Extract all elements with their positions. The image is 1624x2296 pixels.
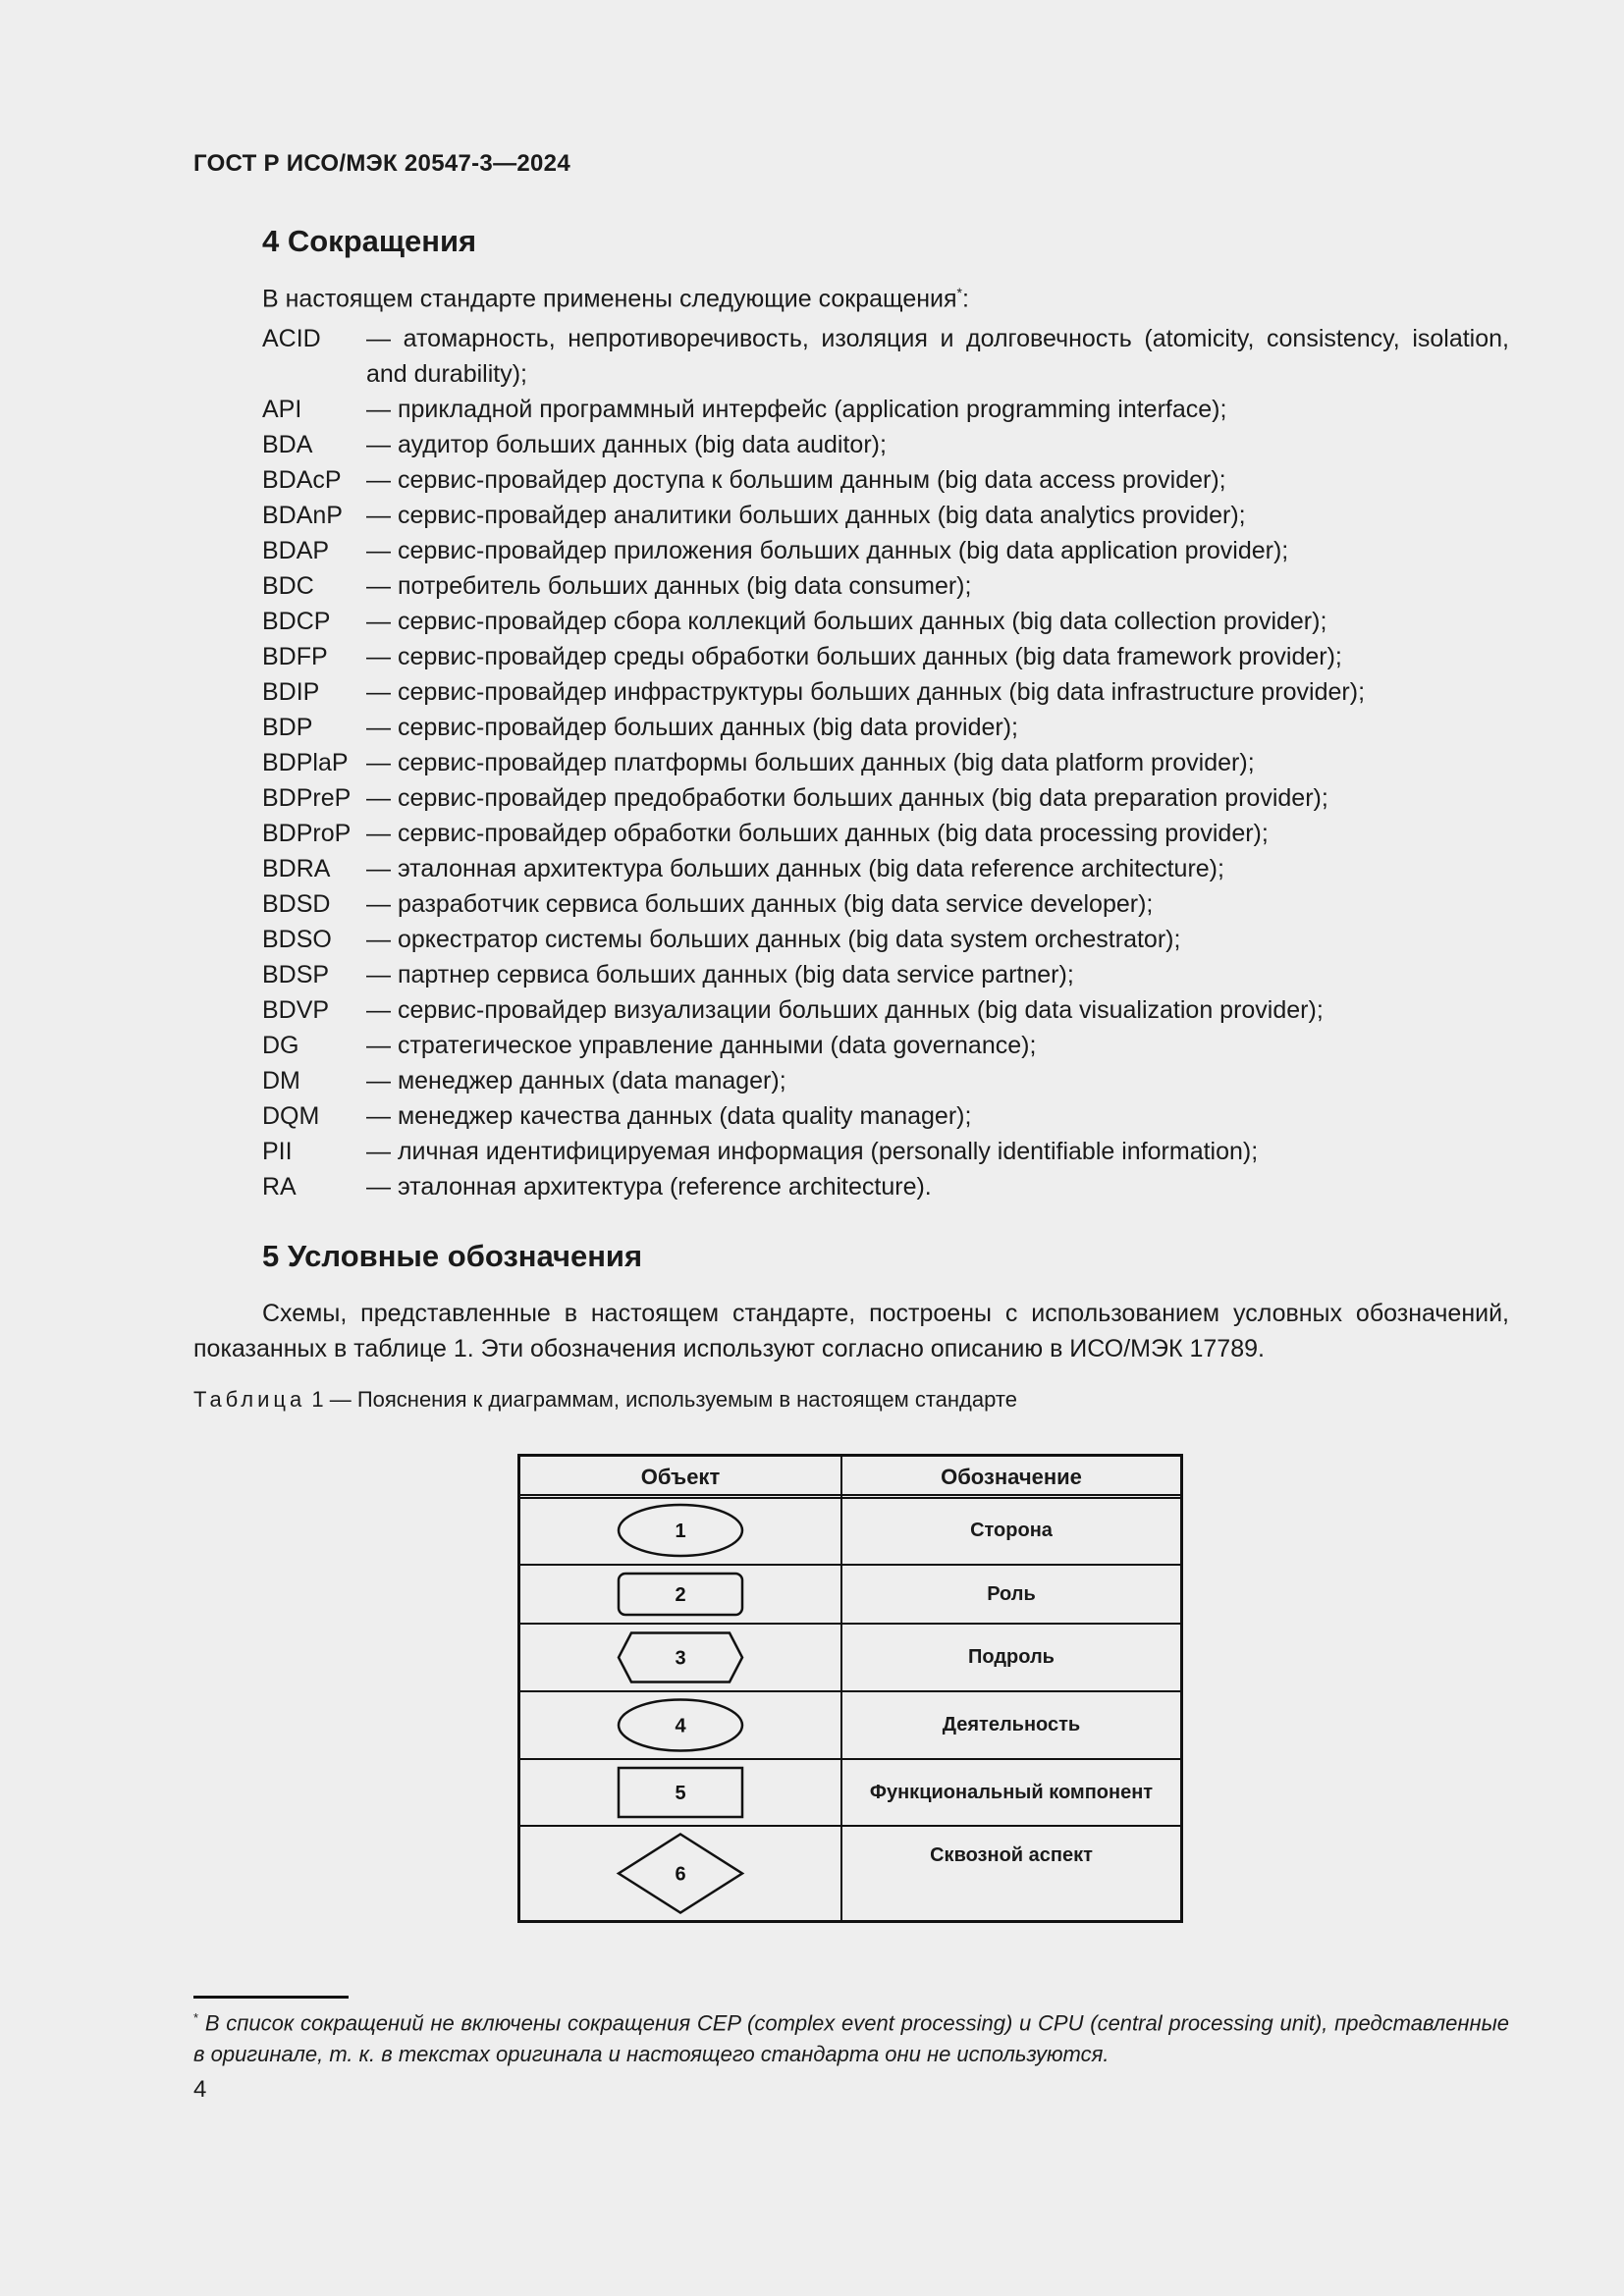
abbreviation-item [262, 957, 1509, 992]
symbol-cell [520, 1625, 840, 1690]
abbreviation-item [262, 321, 1509, 392]
table-caption-text: 1 — Пояснения к диаграммам, используемым в настоящем стандарте [305, 1387, 1017, 1412]
rect-symbol [520, 1760, 840, 1825]
abbreviation-item [262, 922, 1509, 957]
abbreviation-code: BDCP [262, 608, 331, 635]
ellipse-symbol [520, 1692, 840, 1758]
abbreviation-definition: — сервис-провайдер аналитики больших данных (big data analytics provider); [366, 502, 1246, 529]
abbreviation-definition: — атомарность, непротиворечивость, изоляция и долговечность (atomicity, consistency, isolation, and durability); [366, 325, 1509, 388]
table-caption [193, 1387, 1017, 1413]
section-5-paragraph: Схемы, представленные в настоящем стандарте, построены с использованием условных обозначений, показанных в таблице 1. Эти обозначения используют согласно описанию в ИСО/МЭК 17789. [193, 1300, 1509, 1362]
abbreviation-item [262, 568, 1509, 604]
footnote-ref-mark: * [956, 285, 962, 300]
table-header-meaning: Обозначение [941, 1465, 1082, 1489]
rounded-rect-symbol [520, 1566, 840, 1623]
footnote-rule [193, 1996, 349, 1999]
abbreviation-code: BDSD [262, 890, 331, 918]
diamond-symbol [520, 1827, 840, 1920]
abbreviation-definition: — сервис-провайдер инфраструктуры больших данных (big data infrastructure provider); [366, 678, 1366, 706]
abbreviation-definition: — потребитель больших данных (big data consumer); [366, 572, 972, 600]
abbreviation-definition: — аудитор больших данных (big data auditor); [366, 431, 887, 458]
abbreviation-item [262, 1134, 1509, 1169]
abbreviation-code: PII [262, 1138, 293, 1165]
abbreviation-definition: — разработчик сервиса больших данных (big data service developer); [366, 890, 1154, 918]
abbreviation-item [262, 1063, 1509, 1098]
abbreviation-code: BDFP [262, 643, 328, 670]
abbreviation-item [262, 498, 1509, 533]
symbol-cell [520, 1497, 840, 1564]
abbreviation-code: BDPlaP [262, 749, 349, 776]
abbreviation-code: BDIP [262, 678, 320, 706]
abbreviation-code: BDRA [262, 855, 331, 882]
symbol-cell [520, 1760, 840, 1825]
abbreviation-definition: — сервис-провайдер визуализации больших данных (big data visualization provider); [366, 996, 1324, 1024]
abbreviation-code: BDProP [262, 820, 352, 847]
intro-colon: : [962, 285, 969, 313]
abbreviation-item [262, 886, 1509, 922]
symbol-meaning: Роль [987, 1583, 1036, 1605]
abbreviation-item [262, 816, 1509, 851]
abbreviation-item [262, 745, 1509, 780]
symbol-cell [520, 1692, 840, 1758]
symbol-cell [520, 1566, 840, 1623]
abbreviation-item [262, 851, 1509, 886]
symbol-meaning: Функциональный компонент [869, 1782, 1154, 1803]
ellipse-symbol [520, 1497, 840, 1564]
abbreviation-code: BDPreP [262, 784, 352, 812]
symbols-table [517, 1454, 1183, 1923]
page-number: 4 [193, 2076, 207, 2103]
abbreviation-code: BDAP [262, 537, 330, 564]
abbreviation-definition: — сервис-провайдер платформы больших данных (big data platform provider); [366, 749, 1255, 776]
abbreviation-definition: — партнер сервиса больших данных (big data service partner); [366, 961, 1074, 988]
footnote-text: В список сокращений не включены сокращения CEP (complex event processing) и CPU (central processing unit), представленные в оригинале, т. к. в текстах оригинала и настоящего стандарта они не используются. [193, 2010, 1509, 2067]
symbol-number: 2 [675, 1584, 686, 1606]
abbreviation-code: BDAnP [262, 502, 343, 529]
symbol-meaning: Деятельность [942, 1714, 1081, 1735]
abbreviation-definition: — эталонная архитектура больших данных (big data reference architecture); [366, 855, 1224, 882]
abbreviation-definition: — сервис-провайдер предобработки больших данных (big data preparation provider); [366, 784, 1328, 812]
abbreviation-code: BDVP [262, 996, 330, 1024]
abbreviation-item [262, 1098, 1509, 1134]
abbreviation-definition: — менеджер качества данных (data quality manager); [366, 1102, 972, 1130]
abbreviation-item [262, 674, 1509, 710]
abbreviation-item [262, 392, 1509, 427]
symbol-number: 3 [675, 1647, 686, 1670]
abbreviation-definition: — стратегическое управление данными (data governance); [366, 1032, 1037, 1059]
abbreviations-intro [262, 285, 969, 313]
abbreviation-definition: — сервис-провайдер обработки больших данных (big data processing provider); [366, 820, 1269, 847]
abbreviation-definition: — менеджер данных (data manager); [366, 1067, 786, 1095]
abbreviation-definition: — личная идентифицируемая информация (personally identifiable information); [366, 1138, 1259, 1165]
abbreviation-code: BDA [262, 431, 313, 458]
abbreviation-definition: — прикладной программный интерфейс (application programming interface); [366, 396, 1227, 423]
table-caption-label: Таблица [193, 1387, 306, 1412]
abbreviation-item [262, 462, 1509, 498]
symbol-cell [520, 1827, 840, 1920]
abbreviation-code: BDSP [262, 961, 330, 988]
abbreviation-code: DQM [262, 1102, 320, 1130]
abbreviation-item [262, 1028, 1509, 1063]
symbol-number: 1 [675, 1521, 686, 1542]
abbreviation-item [262, 639, 1509, 674]
abbreviation-code: ACID [262, 325, 321, 352]
hexagon-symbol [520, 1625, 840, 1690]
abbreviation-definition: — сервис-провайдер сбора коллекций больших данных (big data collection provider); [366, 608, 1327, 635]
abbreviation-code: BDC [262, 572, 314, 600]
abbreviation-definition: — оркестратор системы больших данных (big data system orchestrator); [366, 926, 1181, 953]
abbreviation-item [262, 604, 1509, 639]
abbreviation-item [262, 427, 1509, 462]
abbreviation-definition: — эталонная архитектура (reference architecture). [366, 1173, 932, 1201]
abbreviation-item [262, 992, 1509, 1028]
intro-text: В настоящем стандарте применены следующие сокращения [262, 285, 957, 313]
abbreviation-definition: — сервис-провайдер среды обработки больших данных (big data framework provider); [366, 643, 1342, 670]
symbol-meaning: Подроль [968, 1646, 1055, 1668]
abbreviation-item [262, 780, 1509, 816]
footnote-mark: * [193, 2010, 199, 2025]
abbreviation-code: RA [262, 1173, 297, 1201]
symbol-meaning: Сквозной аспект [930, 1844, 1093, 1866]
abbreviation-item [262, 710, 1509, 745]
abbreviation-item [262, 533, 1509, 568]
abbreviation-code: BDP [262, 714, 313, 741]
table-header-object: Объект [640, 1465, 721, 1489]
abbreviation-item [262, 1169, 1509, 1204]
abbreviation-code: BDAcP [262, 466, 342, 494]
section-4-title: 4 Сокращения [262, 224, 477, 258]
abbreviation-definition: — сервис-провайдер доступа к большим данным (big data access provider); [366, 466, 1226, 494]
section-5-title: 5 Условные обозначения [262, 1239, 643, 1273]
symbol-meaning: Сторона [970, 1520, 1053, 1541]
symbol-number: 5 [675, 1783, 686, 1804]
abbreviation-definition: — сервис-провайдер приложения больших данных (big data application provider); [366, 537, 1289, 564]
symbol-number: 4 [675, 1715, 686, 1737]
abbreviation-code: BDSO [262, 926, 332, 953]
abbreviation-definition: — сервис-провайдер больших данных (big data provider); [366, 714, 1018, 741]
document-header: ГОСТ Р ИСО/МЭК 20547-3—2024 [193, 150, 570, 177]
table-row-divider [520, 1494, 1180, 1496]
footnote [193, 2002, 1509, 2070]
abbreviation-code: API [262, 396, 302, 423]
symbol-number: 6 [675, 1863, 686, 1886]
abbreviation-list [262, 321, 1509, 1204]
abbreviation-code: DM [262, 1067, 300, 1095]
abbreviation-code: DG [262, 1032, 299, 1059]
